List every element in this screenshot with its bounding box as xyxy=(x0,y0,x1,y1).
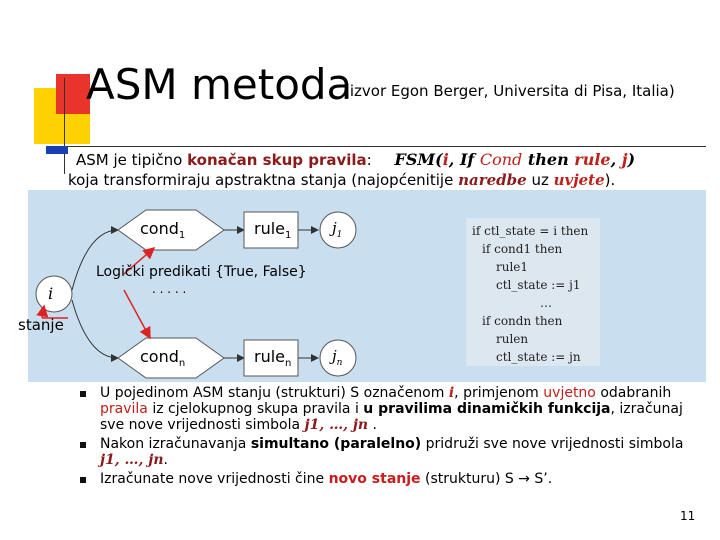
stanje-label: stanje xyxy=(18,316,64,334)
rulen-label xyxy=(254,347,291,369)
fsm-open: FSM( xyxy=(394,150,443,169)
decor-blue-bar xyxy=(46,146,68,154)
fsm-then: then xyxy=(522,150,575,169)
code-line: if ctl_state = i then xyxy=(472,224,589,238)
bullet-list xyxy=(90,385,700,490)
jn-sub: n xyxy=(336,358,343,368)
intro-line-1 xyxy=(76,150,635,169)
b1-symbols: j1, …, jn xyxy=(304,417,369,433)
intro-text: ASM je tipično xyxy=(76,151,188,169)
ellipsis: . . . . . xyxy=(152,282,187,296)
jn-label xyxy=(332,347,342,368)
edge-i-cond1 xyxy=(72,230,118,290)
b2-text: Nakon izračunavanja xyxy=(100,436,251,452)
cond1-label xyxy=(140,219,185,241)
intro2-naredbe: naredbe xyxy=(458,171,527,189)
fsm-comma: , xyxy=(610,150,622,169)
intro-colon: : xyxy=(366,151,372,169)
b1-bold: u pravilima dinamičkih funkcija xyxy=(363,401,611,417)
code-line: ctl_state := j1 xyxy=(496,278,581,292)
code-line: rulen xyxy=(496,332,529,346)
b3-text: Izračunate nove vrijednosti čine xyxy=(100,471,329,487)
j1-sub: 1 xyxy=(336,230,343,240)
b2-text-b: pridruži sve nove vrijednosti simbola xyxy=(421,436,684,452)
intro2-uvjete: uvjete xyxy=(553,171,605,189)
intro2-suffix: ). xyxy=(604,171,616,189)
predicate-arrow-n xyxy=(124,290,150,338)
b3-novo-stanje: novo stanje xyxy=(328,471,421,487)
condn-sub: n xyxy=(178,358,186,370)
intro2-text: koja transformiraju apstraktna stanja (najopćenitije xyxy=(68,171,459,189)
bullet-icon xyxy=(80,391,86,397)
fsm-if: , If xyxy=(448,150,480,169)
condn-label xyxy=(140,347,185,369)
slide-subtitle: (izvor Egon Berger, Universita di Pisa, Italia) xyxy=(344,82,675,100)
fsm-i: i xyxy=(442,150,449,169)
rule1-sub: 1 xyxy=(285,230,292,242)
bullet-item xyxy=(90,436,700,468)
b1-pravila: pravila xyxy=(100,401,148,417)
bullet-item xyxy=(90,471,700,487)
b1-text: U pojedinom ASM stanju (strukturi) S označenom xyxy=(100,385,449,401)
fsm-close: ) xyxy=(627,150,636,169)
predicates-label: Logički predikati {True, False} xyxy=(96,264,307,280)
code-line: if condn then xyxy=(482,314,563,328)
b1-text-d: iz cjelokupnog skupa pravila i xyxy=(147,401,364,417)
asm-diagram-svg xyxy=(28,190,706,382)
fsm-cond: Cond xyxy=(479,150,523,169)
code-line: … xyxy=(540,296,552,310)
cond1-sub: 1 xyxy=(178,230,186,242)
state-i-label: i xyxy=(48,284,54,303)
bullet-icon xyxy=(80,442,86,448)
j1-label xyxy=(332,219,342,240)
code-line: ctl_state := jn xyxy=(496,350,581,364)
cond1-text: cond xyxy=(140,219,179,238)
state-i-node xyxy=(36,276,72,312)
b2-symbols: j1, …, jn xyxy=(100,452,164,468)
pseudocode-panel xyxy=(466,218,600,366)
fsm-formula xyxy=(395,150,636,169)
b1-text-e: , izračunaj sve nove vrijednosti simbola xyxy=(100,401,683,433)
decor-red-square xyxy=(56,74,90,114)
j1-text: j xyxy=(332,219,337,237)
slide-title: ASM metoda xyxy=(86,60,353,109)
intro2-mid: uz xyxy=(526,171,554,189)
condn-text: cond xyxy=(140,347,179,366)
rule1-text: rule xyxy=(254,219,286,238)
code-line: rule1 xyxy=(496,260,529,274)
rule1-label xyxy=(254,219,291,241)
b1-text-f: . xyxy=(368,417,377,433)
bullet-item xyxy=(90,385,700,433)
jn-text: j xyxy=(332,347,337,365)
edge-i-condn xyxy=(72,300,118,358)
b1-text-b: , primjenom xyxy=(454,385,544,401)
b1-i: i xyxy=(448,385,455,401)
b1-uvjetno: uvjetno xyxy=(543,385,596,401)
b1-text-c: odabranih xyxy=(595,385,672,401)
page-number: 11 xyxy=(680,509,696,523)
b2-text-c: . xyxy=(163,452,168,468)
b2-bold: simultano (paralelno) xyxy=(250,436,422,452)
fsm-rule: rule xyxy=(574,150,611,169)
decor-horizontal-line xyxy=(46,146,706,147)
intro-bold: konačan skup pravila xyxy=(187,151,367,169)
b3-text-b: (strukturu) S → S’. xyxy=(420,471,553,487)
code-line: if cond1 then xyxy=(482,242,563,256)
intro-line-2 xyxy=(68,171,615,189)
fsm-j: j xyxy=(621,150,628,169)
decor-vertical-line xyxy=(64,78,65,174)
rulen-text: rule xyxy=(254,347,286,366)
rulen-sub: n xyxy=(285,358,292,370)
bullet-icon xyxy=(80,477,86,483)
